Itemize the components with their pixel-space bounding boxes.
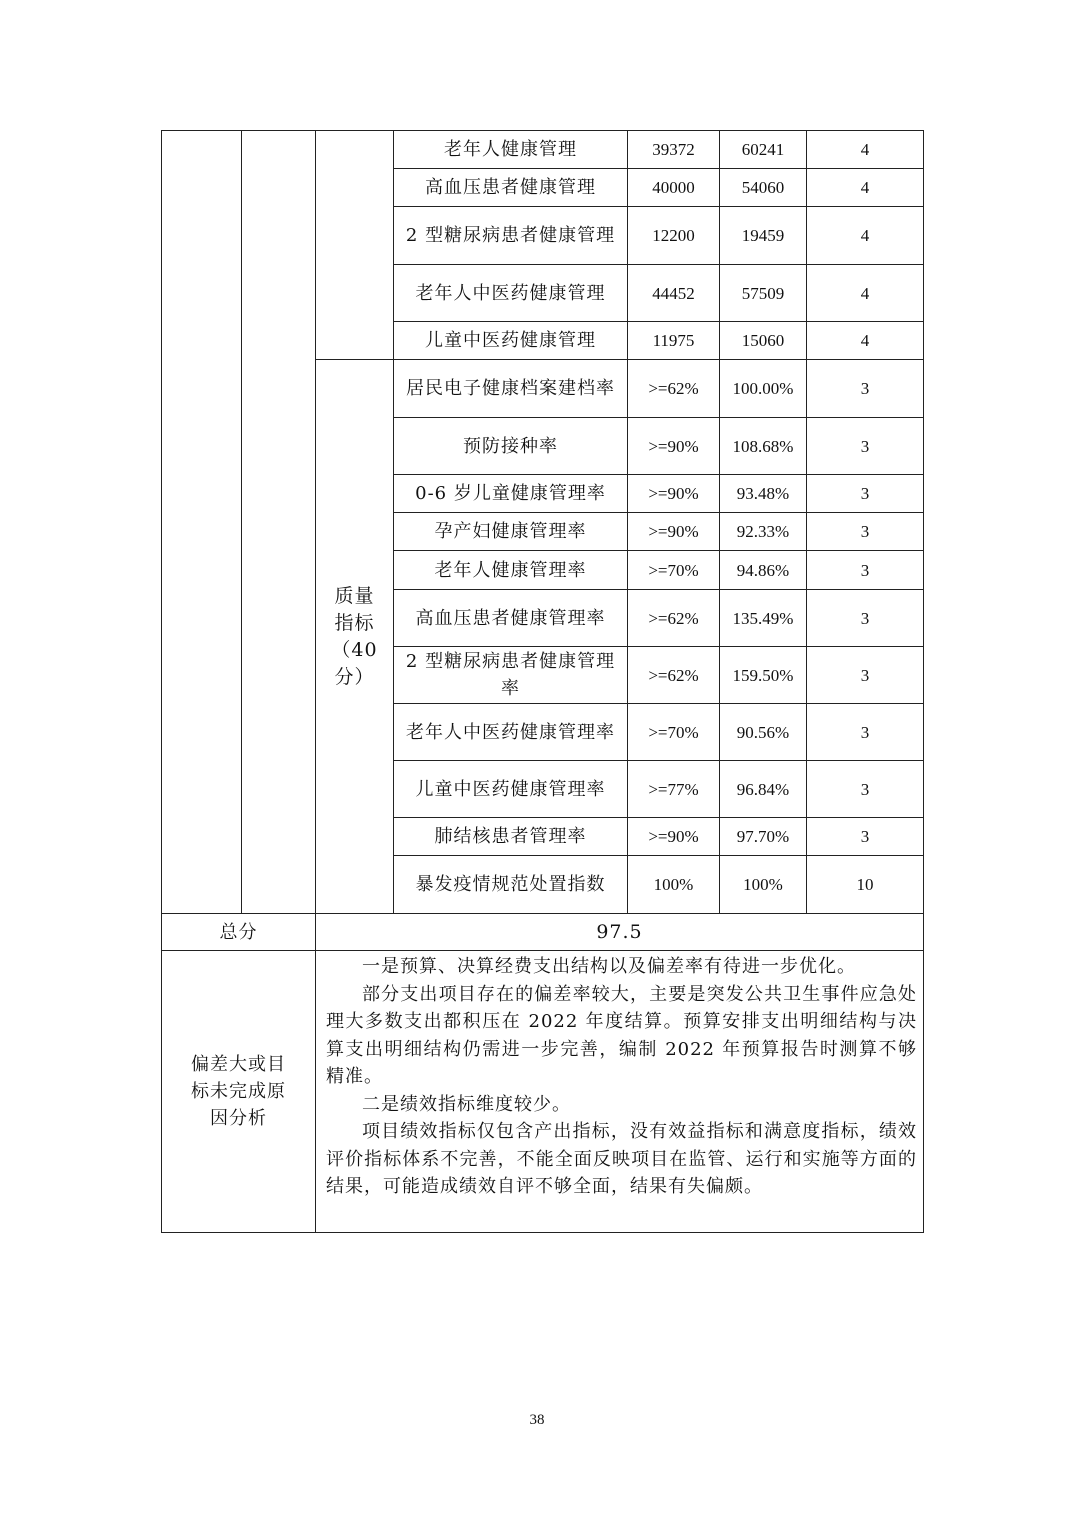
score-value: 10	[807, 856, 924, 914]
score-value: 3	[807, 704, 924, 761]
actual-value: 100%	[720, 856, 807, 914]
actual-value: 90.56%	[720, 704, 807, 761]
target-value: 12200	[628, 207, 720, 265]
page-number: 38	[529, 1412, 545, 1428]
indicator-name: 居民电子健康档案建档率	[394, 360, 628, 418]
score-value: 3	[807, 513, 924, 551]
score-value: 3	[807, 590, 924, 647]
score-value: 3	[807, 818, 924, 856]
target-value: >=90%	[628, 418, 720, 475]
quality-category-label: 质量指标（40分）	[316, 360, 394, 914]
indicator-name: 儿童中医药健康管理	[394, 322, 628, 360]
target-value: 39372	[628, 131, 720, 169]
target-value: 44452	[628, 265, 720, 322]
indicator-name: 暴发疫情规范处置指数	[394, 856, 628, 914]
quantity-category-cell	[316, 131, 394, 360]
actual-value: 108.68%	[720, 418, 807, 475]
actual-value: 54060	[720, 169, 807, 207]
indicator-name: 老年人健康管理率	[394, 551, 628, 590]
actual-value: 159.50%	[720, 647, 807, 704]
target-value: 100%	[628, 856, 720, 914]
analysis-paragraph: 二是绩效指标维度较少。	[362, 1093, 571, 1115]
score-value: 4	[807, 169, 924, 207]
indicator-name: 高血压患者健康管理率	[394, 590, 628, 647]
target-value: 40000	[628, 169, 720, 207]
analysis-body	[316, 951, 924, 1233]
target-value: >=70%	[628, 704, 720, 761]
performance-table	[161, 130, 924, 1233]
actual-value: 94.86%	[720, 551, 807, 590]
score-value: 4	[807, 322, 924, 360]
indicator-name: 老年人健康管理	[394, 131, 628, 169]
indicator-name: 高血压患者健康管理	[394, 169, 628, 207]
indicator-name: 肺结核患者管理率	[394, 818, 628, 856]
actual-value: 96.84%	[720, 761, 807, 818]
target-value: 11975	[628, 322, 720, 360]
score-value: 3	[807, 647, 924, 704]
target-value: >=62%	[628, 647, 720, 704]
indicator-name: 预防接种率	[394, 418, 628, 475]
score-value: 3	[807, 761, 924, 818]
analysis-row	[162, 951, 924, 1233]
analysis-paragraph: 项目绩效指标仅包含产出指标，没有效益指标和满意度指标，绩效评价指标体系不完善，不能全面反映项目在监管、运行和实施等方面的结果，可能造成绩效自评不够全面，结果有失偏颇。	[326, 1121, 917, 1197]
analysis-label-text: 偏差大或目标未完成原因分析	[191, 1054, 286, 1129]
score-value: 4	[807, 265, 924, 322]
blank-cell	[162, 131, 242, 914]
indicator-name: 0-6 岁儿童健康管理率	[394, 475, 628, 513]
score-value: 4	[807, 207, 924, 265]
score-value: 4	[807, 131, 924, 169]
target-value: >=90%	[628, 818, 720, 856]
score-value: 3	[807, 551, 924, 590]
actual-value: 19459	[720, 207, 807, 265]
analysis-label	[162, 951, 316, 1233]
score-value: 3	[807, 360, 924, 418]
indicator-name: 儿童中医药健康管理率	[394, 761, 628, 818]
actual-value: 93.48%	[720, 475, 807, 513]
actual-value: 57509	[720, 265, 807, 322]
total-label: 总分	[162, 914, 316, 951]
analysis-paragraph: 一是预算、决算经费支出结构以及偏差率有待进一步优化。	[362, 956, 856, 977]
actual-value: 97.70%	[720, 818, 807, 856]
target-value: >=77%	[628, 761, 720, 818]
target-value: >=90%	[628, 475, 720, 513]
indicator-name: 老年人中医药健康管理	[394, 265, 628, 322]
actual-value: 100.00%	[720, 360, 807, 418]
indicator-name: 老年人中医药健康管理率	[394, 704, 628, 761]
indicator-name: 2 型糖尿病患者健康管理率	[394, 647, 628, 704]
actual-value: 135.49%	[720, 590, 807, 647]
target-value: >=70%	[628, 551, 720, 590]
target-value: >=90%	[628, 513, 720, 551]
score-value: 3	[807, 475, 924, 513]
analysis-paragraph: 部分支出项目存在的偏差率较大，主要是突发公共卫生事件应急处理大多数支出都积压在 2022 年度结算。预算安排支出明细结构与决算支出明细结构仍需进一步完善，编制 2022 年预算报告时测算不够精准。	[326, 983, 917, 1087]
total-row	[162, 914, 924, 951]
blank-cell	[242, 131, 316, 914]
actual-value: 15060	[720, 322, 807, 360]
actual-value: 92.33%	[720, 513, 807, 551]
indicator-name: 2 型糖尿病患者健康管理	[394, 207, 628, 265]
indicator-name: 孕产妇健康管理率	[394, 513, 628, 551]
target-value: >=62%	[628, 360, 720, 418]
actual-value: 60241	[720, 131, 807, 169]
table-row	[162, 131, 924, 169]
target-value: >=62%	[628, 590, 720, 647]
total-value: 97.5	[316, 914, 924, 951]
score-value: 3	[807, 418, 924, 475]
